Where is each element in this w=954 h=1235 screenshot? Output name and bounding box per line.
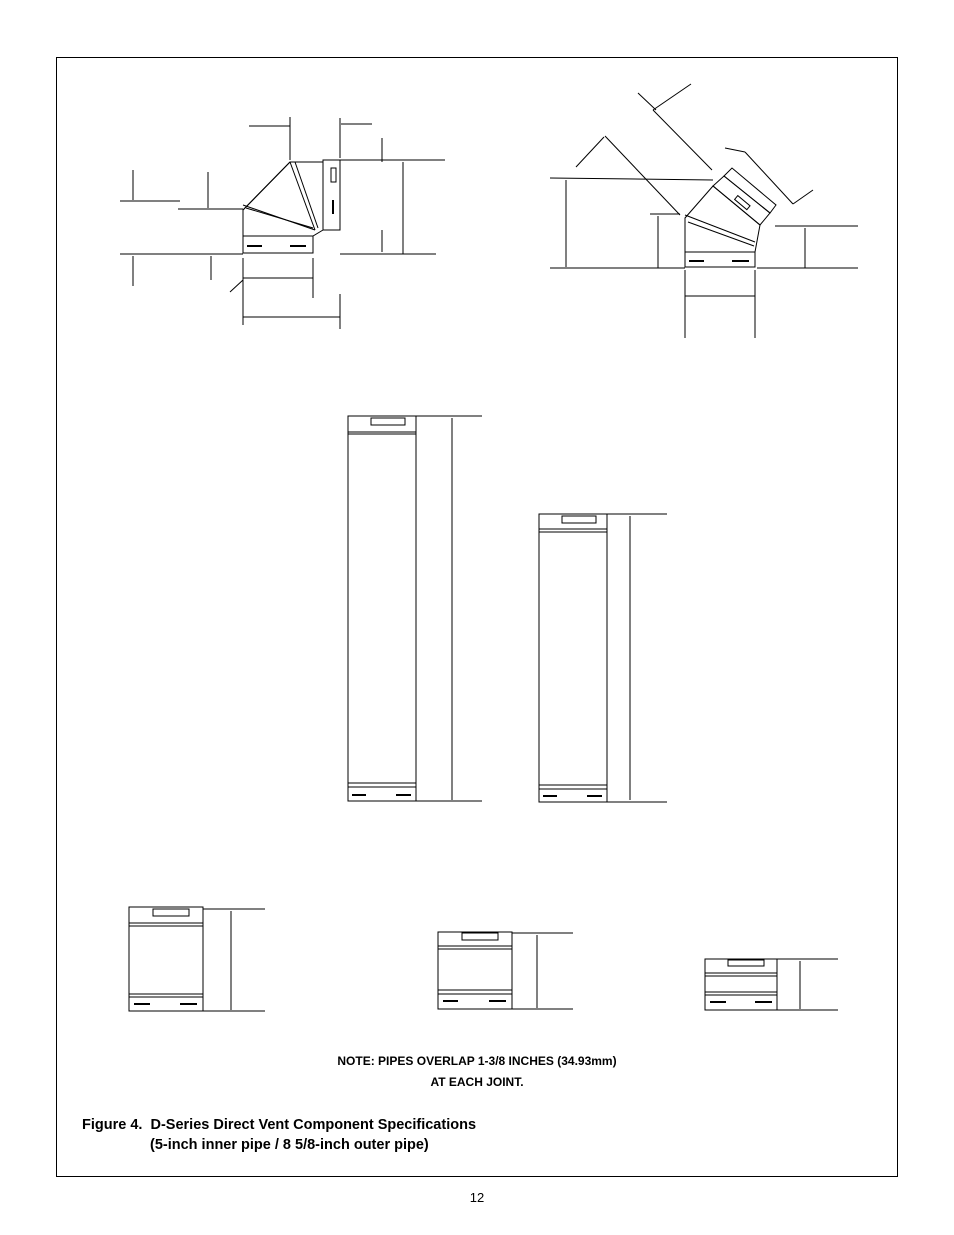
pipe-short-component — [129, 907, 265, 1011]
pipe-shorter-component — [438, 932, 573, 1009]
note-line-2: AT EACH JOINT. — [430, 1075, 524, 1089]
page-number: 12 — [469, 1190, 485, 1205]
note-line-1: NOTE: PIPES OVERLAP 1-3/8 INCHES (34.93mm) — [337, 1054, 617, 1068]
pipe-long-component — [348, 416, 482, 801]
elbow-90-component — [120, 117, 445, 329]
figure-caption-subtitle: (5-inch inner pipe / 8 5/8-inch outer pipe) — [150, 1137, 429, 1153]
pipe-shortest-component — [705, 959, 838, 1010]
pipe-medium-component — [539, 514, 667, 802]
elbow-45-component — [550, 84, 858, 338]
figure-caption-title: Figure 4. D-Series Direct Vent Component Specifications — [82, 1117, 477, 1133]
